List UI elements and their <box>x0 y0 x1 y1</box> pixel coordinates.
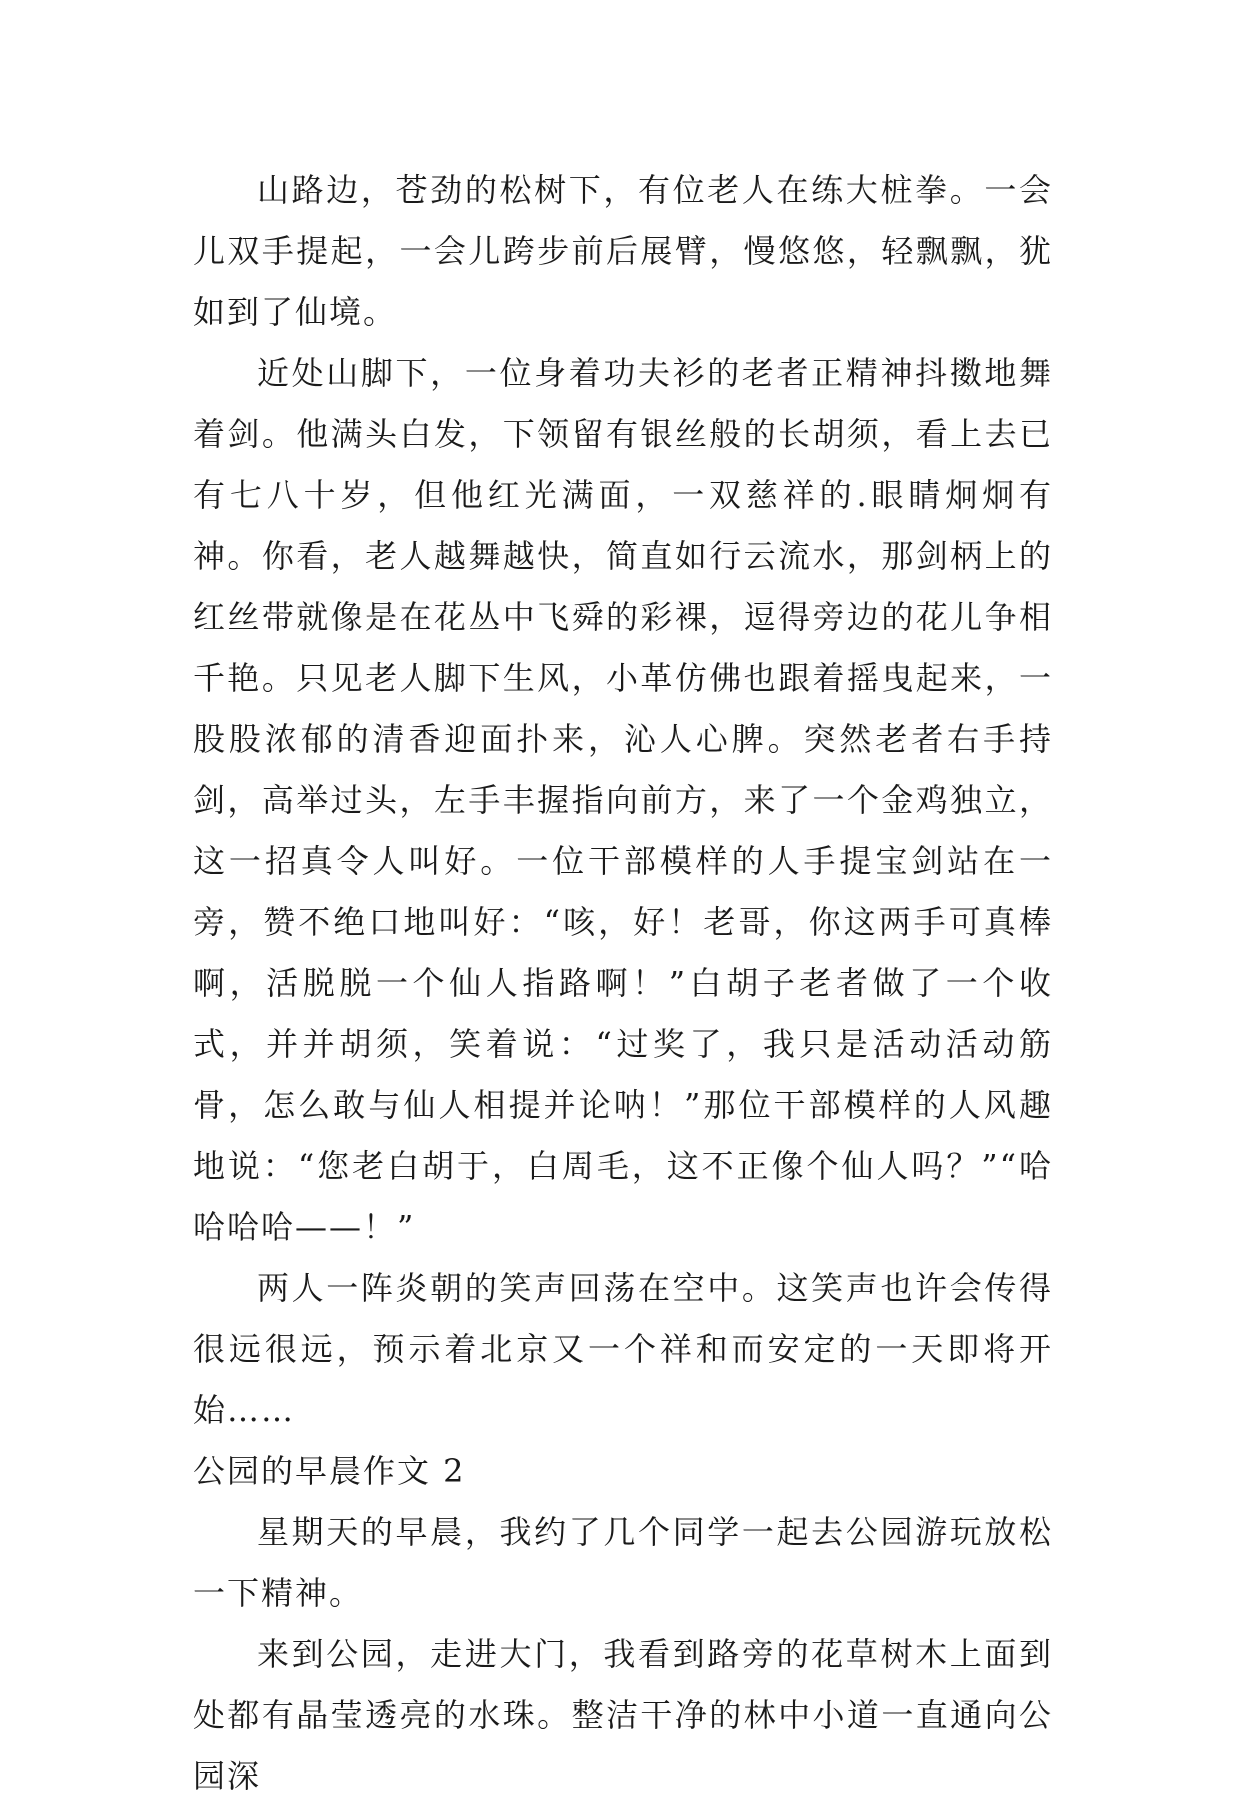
document-body <box>193 160 1053 1807</box>
paragraph-laughter: 两人一阵炎朝的笑声回荡在空中。这笑声也许会传得很远很远，预示着北京又一个祥和而安定的一天即将开始…… <box>193 1269 1053 1429</box>
section-heading: 公园的早晨作文 2 <box>193 1452 466 1490</box>
paragraph-taiji-old-man: 山路边，苍劲的松树下，有位老人在练大桩拳。一会儿双手提起，一会儿跨步前后展臂，慢悠悠，轻飘飘，犹如到了仙境。 <box>193 171 1053 331</box>
paragraph-park-entrance: 来到公园，走进大门，我看到路旁的花草树木上面到处都有晶莹透亮的水珠。整洁干净的林中小道一直通向公园深 <box>193 1635 1053 1795</box>
paragraph-sword-dance: 近处山脚下，一位身着功夫衫的老者正精神抖擞地舞着剑。他满头白发，下领留有银丝般的长胡须，看上去已有七八十岁，但他红光满面，一双慈祥的.眼睛炯炯有神。你看，老人越舞越快，简直如行云流水，那剑柄上的红丝带就像是在花丛中飞舜的彩裸，逗得旁边的花儿争相千艳。只见老人脚下生风，小革仿佛也跟着摇曳起来，一股股浓郁的清香迎面扑来，沁人心脾。突然老者右手持剑，高举过头，左手丰握指向前方，来了一个金鸡独立，这一招真令人叫好。一位干部模样的人手提宝剑站在一旁，赞不绝口地叫好：“咳，好！老哥，你这两手可真棒啊，活脱脱一个仙人指路啊！”白胡子老者做了一个收式，并并胡须，笑着说：“过奖了，我只是活动活动筋骨，怎么敢与仙人相提并论呐！”那位干部模样的人风趣地说：“您老白胡于，白周毛，这不正像个仙人吗？”“哈哈哈哈——！” <box>193 354 1053 1246</box>
paragraph-sunday-morning: 星期天的早晨，我约了几个同学一起去公园游玩放松一下精神。 <box>193 1513 1053 1612</box>
